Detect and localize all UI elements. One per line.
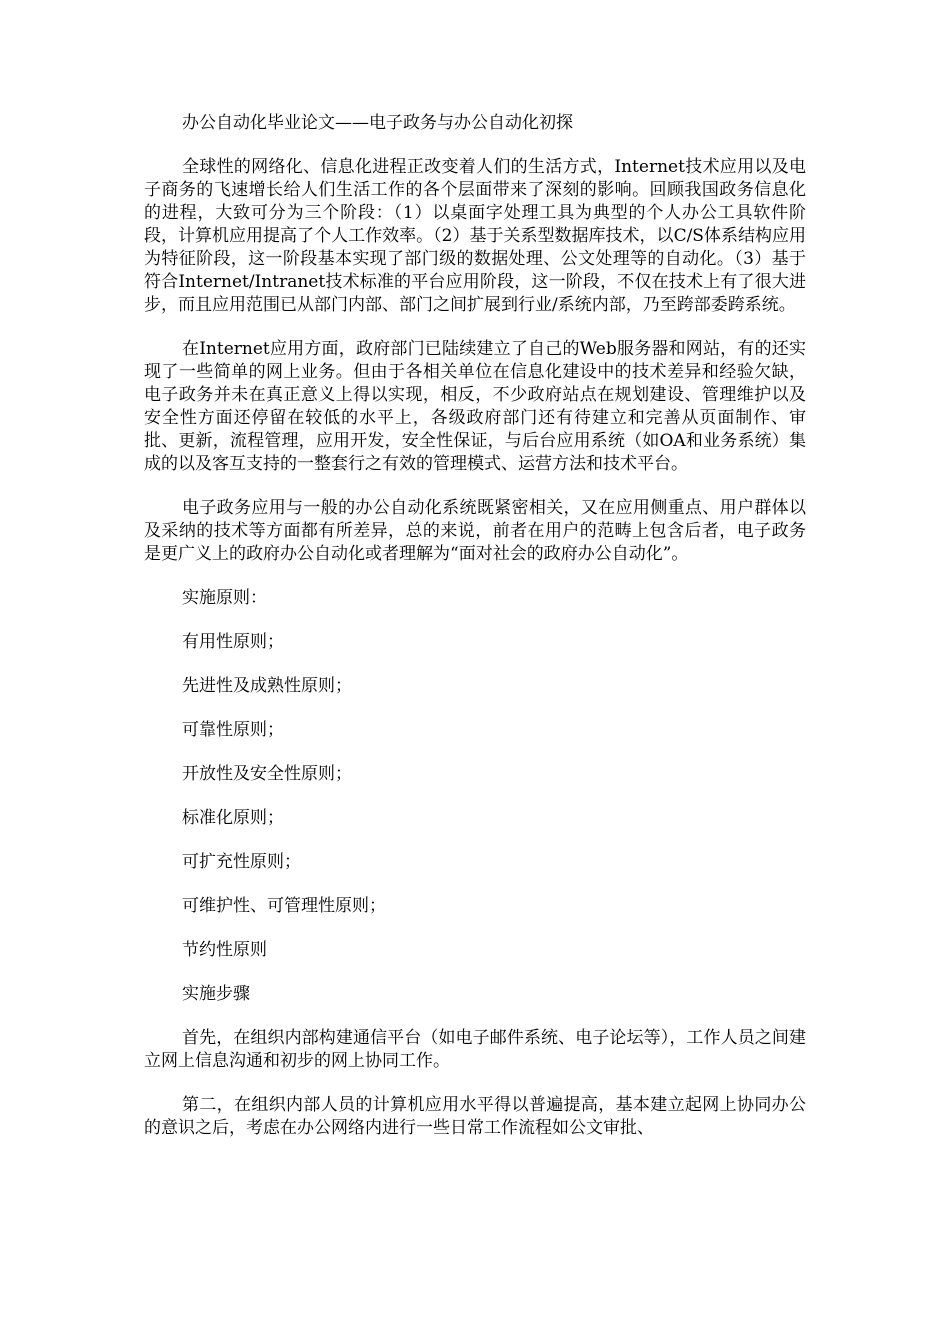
document-page — [144, 112, 806, 1161]
principle-item: 开放性及安全性原则； — [182, 764, 352, 784]
principle-item: 先进性及成熟性原则； — [182, 676, 352, 696]
step-paragraph: 首先，在组织内部构建通信平台（如电子邮件系统、电子论坛等），工作人员之间建立网上信息沟通和初步的网上协同工作。 — [144, 1028, 806, 1071]
principle-item: 可扩充性原则； — [182, 852, 301, 872]
steps-heading: 实施步骤 — [182, 984, 250, 1004]
principle-item: 有用性原则； — [182, 632, 284, 652]
principle-item: 可维护性、可管理性原则； — [182, 896, 386, 916]
paragraph-internet-application: 在Internet应用方面，政府部门已陆续建立了自己的Web服务器和网站，有的还实现了一些简单的网上业务。但由于各相关单位在信息化建设中的技术差异和经验欠缺，电子政务并未在真正意义上得以实现，相反，不少政府站点在规划建设、管理维护以及安全性方面还停留在较低的水平上，各级政府部门还有待建立和完善从页面制作、审批、更新，流程管理，应用开发，安全性保证，与后台应用系统（如OA和业务系统）集成的以及客互支持的一整套行之有效的管理模式、运营方法和技术平台。 — [144, 339, 806, 474]
principle-item: 节约性原则 — [182, 940, 267, 960]
principle-item: 可靠性原则； — [182, 720, 284, 740]
document-title: 办公自动化毕业论文——电子政务与办公自动化初探 — [182, 113, 573, 133]
paragraph-egov-vs-oa: 电子政务应用与一般的办公自动化系统既紧密相关，又在应用侧重点、用户群体以及采纳的技术等方面都有所差异，总的来说，前者在用户的范畴上包含后者，电子政务是更广义上的政府办公自动化或者理解为“面对社会的政府办公自动化”。 — [144, 498, 806, 564]
principles-heading: 实施原则： — [182, 588, 267, 608]
paragraph-intro: 全球性的网络化、信息化进程正改变着人们的生活方式，Internet技术应用以及电子商务的飞速增长给人们生活工作的各个层面带来了深刻的影响。回顾我国政务信息化的进程，大致可分为三个阶段：（1）以桌面字处理工具为典型的个人办公工具软件阶段，计算机应用提高了个人工作效率。（2）基于关系型数据库技术，以C/S体系结构应用为特征阶段，这一阶段基本实现了部门级的数据处理、公文处理等的自动化。（3）基于符合Internet/Intranet技术标准的平台应用阶段，这一阶段，不仅在技术上有了很大进步，而且应用范围已从部门内部、部门之间扩展到行业/系统内部，乃至跨部委跨系统。 — [144, 157, 806, 315]
principle-item: 标准化原则； — [182, 808, 284, 828]
step-paragraph: 第二，在组织内部人员的计算机应用水平得以普遍提高，基本建立起网上协同办公的意识之后，考虑在办公网络内进行一些日常工作流程如公文审批、 — [144, 1095, 806, 1138]
